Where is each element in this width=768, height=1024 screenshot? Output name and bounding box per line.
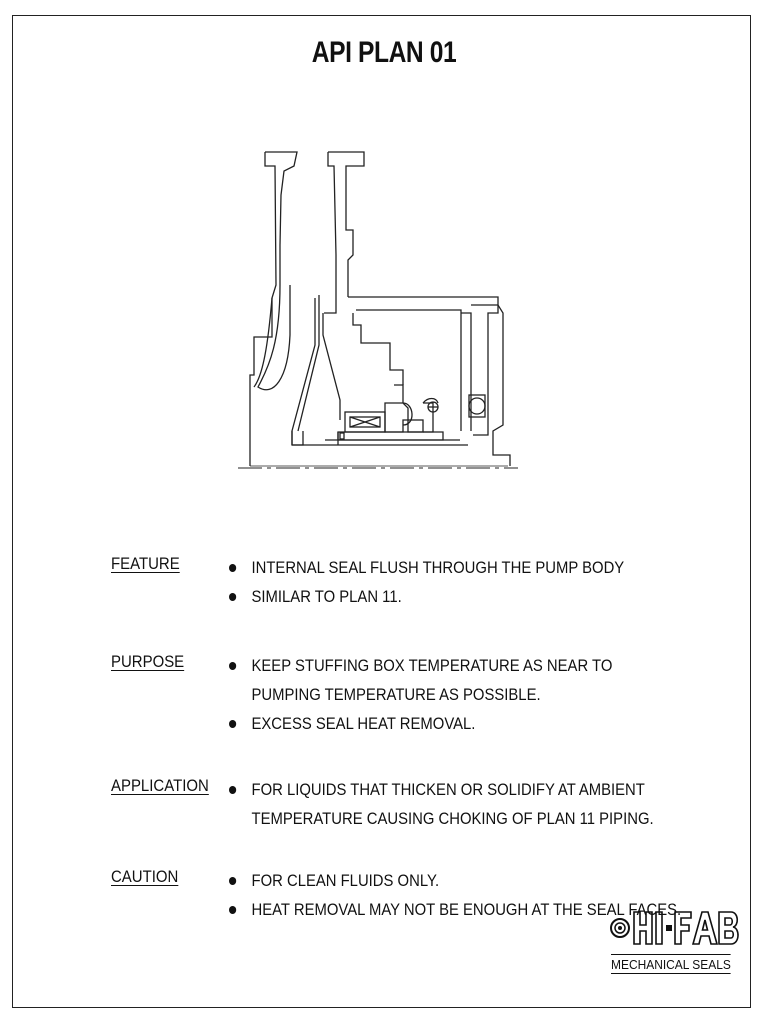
- seal-cross-section-drawing: [228, 135, 528, 480]
- list-item: FOR CLEAN FLUIDS ONLY.: [229, 867, 697, 896]
- hifab-logo-mark-icon: [609, 906, 741, 950]
- section-label: CAUTION: [111, 867, 179, 886]
- bullet-list: [229, 652, 749, 739]
- bullet-icon: [229, 720, 236, 728]
- list-item: INTERNAL SEAL FLUSH THROUGH THE PUMP BODY: [229, 554, 697, 583]
- section-label: FEATURE: [111, 554, 180, 573]
- list-item: KEEP STUFFING BOX TEMPERATURE AS NEAR TO PUMPING TEMPERATURE AS POSSIBLE.: [229, 652, 697, 710]
- bullet-icon: [229, 786, 236, 794]
- list-item: EXCESS SEAL HEAT REMOVAL.: [229, 710, 697, 739]
- bullet-icon: [229, 877, 236, 885]
- bullet-icon: [229, 906, 236, 914]
- bullet-icon: [229, 593, 236, 601]
- section-label: APPLICATION: [111, 776, 209, 795]
- section-label: PURPOSE: [111, 652, 185, 671]
- bullet-icon: [229, 564, 236, 572]
- hifab-logo: [609, 902, 741, 978]
- list-item: FOR LIQUIDS THAT THICKEN OR SOLIDIFY AT AMBIENT TEMPERATURE CAUSING CHOKING OF PLAN 11 PIPING.: [229, 776, 697, 834]
- bullet-list: [229, 776, 749, 834]
- bullet-icon: [229, 662, 236, 670]
- bullet-list: [229, 554, 749, 612]
- list-item: HEAT REMOVAL MAY NOT BE ENOUGH AT THE SEAL FACES.: [229, 896, 697, 925]
- list-item: SIMILAR TO PLAN 11.: [229, 583, 697, 612]
- page-title: API PLAN 01: [311, 36, 457, 69]
- logo-caption: MECHANICAL SEALS: [611, 954, 731, 974]
